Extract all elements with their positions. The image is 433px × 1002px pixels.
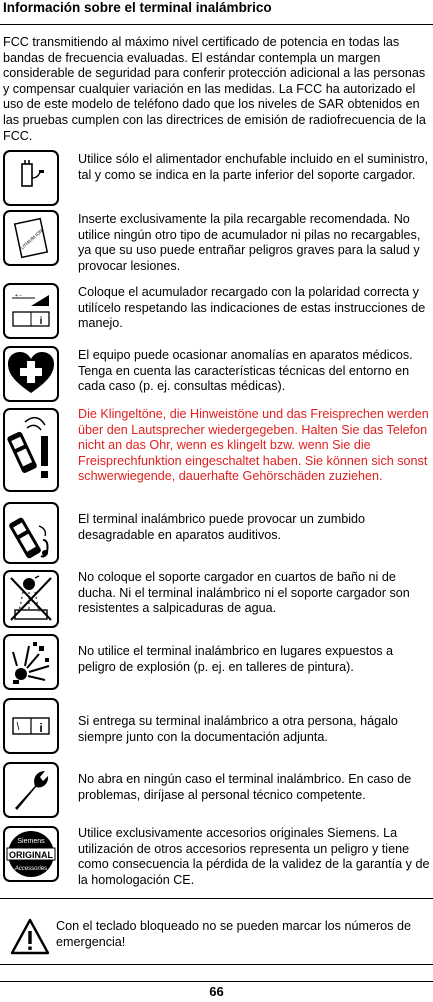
svg-text:+ −: + − [15, 293, 23, 299]
warning-bottom-rule [0, 964, 433, 965]
item-text: Si entrega su terminal inalámbrico a otra persona, hágalo siempre junto con la documentación adjunta. [78, 714, 398, 744]
polarity-manual-icon [3, 283, 59, 339]
original-accessories-icon [3, 826, 59, 882]
hearing-aid-icon [3, 502, 59, 564]
svg-text:i: i [39, 721, 43, 735]
item-text: Die Klingeltöne, die Hinweistöne und das Freisprechen werden über den Lautsprecher wiedergegeben. Halten Sie das Telefon nicht an das Ohr, wenn es klingelt bzw. wenn Sie die Freisprechfunktion eingeschaltet haben. Sie können sich sonst schwerwiegende, dauerhafte Gehörschäden zuziehen. [78, 407, 429, 484]
manual-icon [3, 698, 59, 754]
no-shower-icon [3, 570, 59, 628]
item-text: No coloque el soporte cargador en cuartos de baño ni de ducha. Ni el terminal inalámbrico ni el soporte cargador son resistentes a salpicaduras de agua. [78, 570, 410, 616]
svg-text:ORIGINAL: ORIGINAL [9, 850, 53, 860]
item-text: Utilice sólo el alimentador enchufable incluido en el suministro, tal y como se indica en la parte inferior del soporte cargador. [78, 152, 429, 182]
item-text: Inserte exclusivamente la pila recargable recomendada. No utilice ningún otro tipo de acumulador ni pilas no recargables, ya que su uso puede entrañar peligros graves para la salud y provocar lesiones. [78, 212, 421, 273]
item-text: El equipo puede ocasionar anomalías en aparatos médicos. Tenga en cuenta las características técnicas del entorno en cada caso (p. ej. consultas médicas). [78, 348, 413, 394]
wrench-icon [3, 762, 59, 818]
warning-text: Con el teclado bloqueado no se pueden marcar los números de emergencia! [56, 919, 411, 949]
explosion-icon [3, 634, 59, 690]
battery-icon [3, 210, 59, 266]
warning-triangle-icon [10, 918, 50, 956]
ringtone-warning-icon [3, 408, 59, 492]
warning-top-rule [0, 898, 433, 899]
item-text: Utilice exclusivamente accesorios originales Siemens. La utilización de otros accesorios representa un peligro y tiene como consecuencia la pérdida de la validez de la garantía y de la homologación CE. [78, 826, 430, 887]
item-text: No utilice el terminal inalámbrico en lugares expuestos a peligro de explosión (p. ej. en talleres de pintura). [78, 644, 394, 674]
medical-heart-icon [3, 346, 59, 402]
top-rule [0, 24, 433, 25]
svg-text:Siemens: Siemens [17, 838, 45, 845]
svg-text:i: i [39, 316, 43, 327]
page-title: Información sobre el terminal inalámbrico [3, 0, 272, 15]
item-text: Coloque el acumulador recargado con la polaridad correcta y utilícelo respetando las indicaciones de estas instrucciones de manejo. [78, 285, 426, 331]
item-text: No abra en ningún caso el terminal inalámbrico. En caso de problemas, diríjase al personal técnico competente. [78, 772, 412, 802]
page-number: 66 [209, 984, 224, 999]
svg-text:Accessories: Accessories [14, 866, 48, 872]
battery-icon-label: LITHIUM ION [19, 228, 44, 251]
item-text: El terminal inalámbrico puede provocar un zumbido desagradable en aparatos auditivos. [78, 512, 366, 542]
footer-rule [0, 981, 433, 982]
power-adapter-icon [3, 150, 59, 206]
intro-paragraph: FCC transmitiendo al máximo nivel certificado de potencia en todas las bandas de frecuencia evaluadas. El estándar contempla un margen considerable de seguridad para conferir protección adicional a las personas y compensar cualquier variación en las medidas. La FCC ha autorizado el uso de este modelo de teléfono dado que los niveles de SAR obtenidos en las pruebas cumplen con las directrices de emisión de radiofrecuencia de la FCC. [3, 35, 426, 143]
